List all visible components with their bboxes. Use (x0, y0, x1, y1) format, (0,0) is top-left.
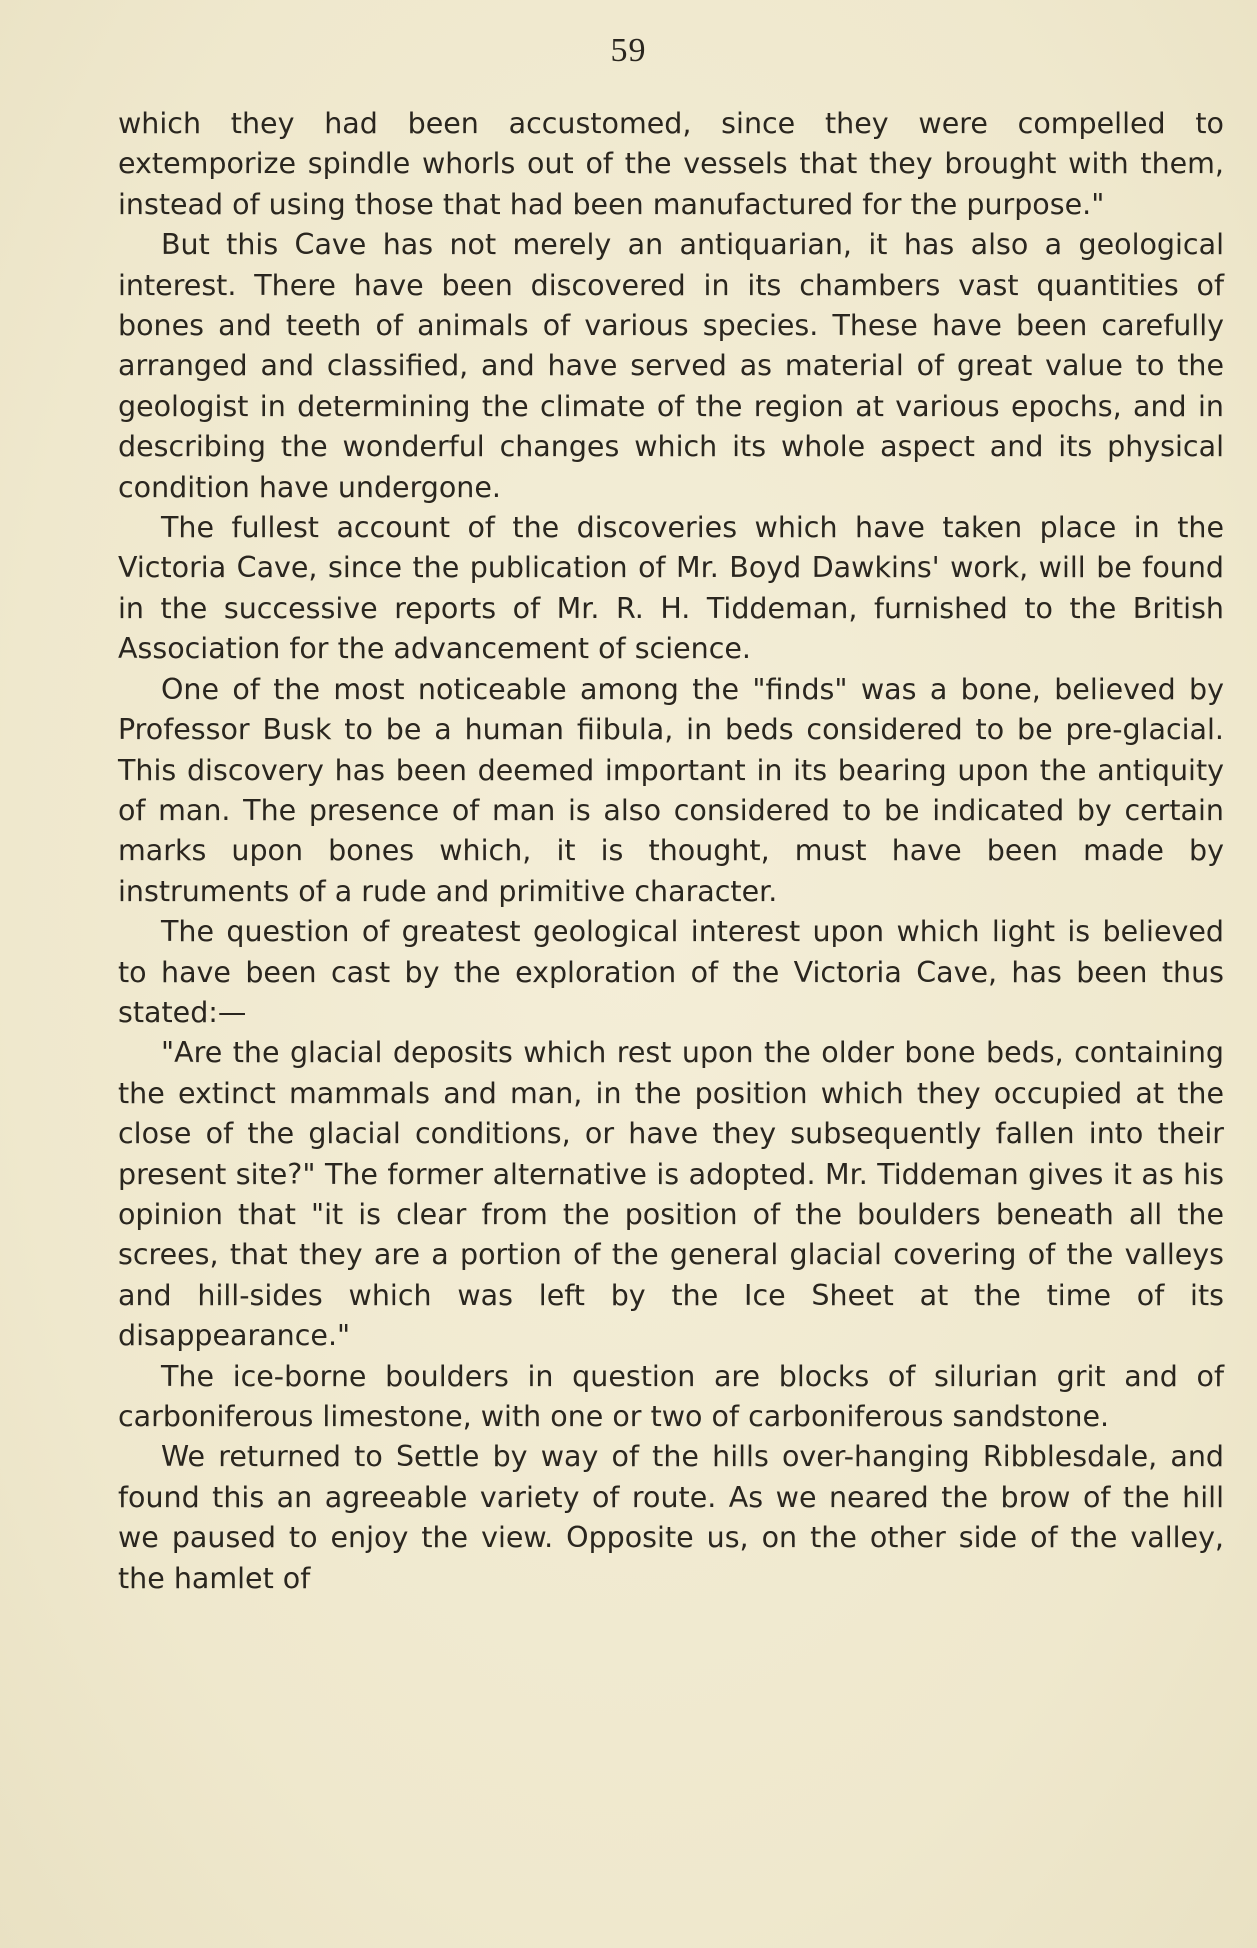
paragraph-8: We returned to Settle by way of the hills over-hanging Ribblesdale, and found this an agreeable variety of route. As we neared the brow of the hill we paused to enjoy the view. Opposite us, on the other side of the valley, the hamlet of (118, 1440, 1224, 1595)
paragraph-3: The fullest account of the discoveries which have taken place in the Victoria Cave, since the publication of Mr. Boyd Dawkins' work, will be found in the successive reports of Mr. R. H. Tiddeman, furnished to the British Association for the advancement of science. (118, 511, 1224, 666)
paragraph-6: "Are the glacial deposits which rest upon the older bone beds, containing the extinct mammals and man, in the position which they occupied at the close of the glacial conditions, or have they subsequently fallen into their present site?" The former alternative is adopted. Mr. Tiddeman gives it as his opinion that "it is clear from the position of the boulders beneath all the screes, that they are a portion of the general glacial covering of the valleys and hill-sides which was left by the Ice Sheet at the time of its disappearance." (118, 1036, 1224, 1353)
paragraph-4: One of the most noticeable among the "finds" was a bone, believed by Professor Busk to be a human fiibula, in beds considered to be pre-glacial. This discovery has been deemed important in its bearing upon the antiquity of man. The presence of man is also considered to be indicated by certain marks upon bones which, it is thought, must have been made by instruments of a rude and primitive character. (118, 672, 1224, 908)
paragraph-7: The ice-borne boulders in question are blocks of silurian grit and of carboniferous limestone, with one or two of carboniferous sandstone. (118, 1359, 1224, 1433)
page-number: 59 (610, 32, 647, 69)
paragraph-5: The question of greatest geological interest upon which light is believed to have been cast by the exploration of the Victoria Cave, has been thus stated:— (118, 915, 1224, 1029)
paragraph-1: which they had been accustomed, since they were compelled to extemporize spindle whorls out of the vessels that they brought with them, instead of using those that had been manufactured for the purpose." (118, 107, 1224, 221)
body-text (118, 104, 1224, 1599)
paragraph-2: But this Cave has not merely an antiquarian, it has also a geological interest. There have been discovered in its chambers vast quantities of bones and teeth of animals of various species. These have been carefully arranged and classified, and have served as material of great value to the geologist in determining the climate of the region at various epochs, and in describing the wonderful changes which its whole aspect and its physical condition have undergone. (118, 228, 1224, 504)
